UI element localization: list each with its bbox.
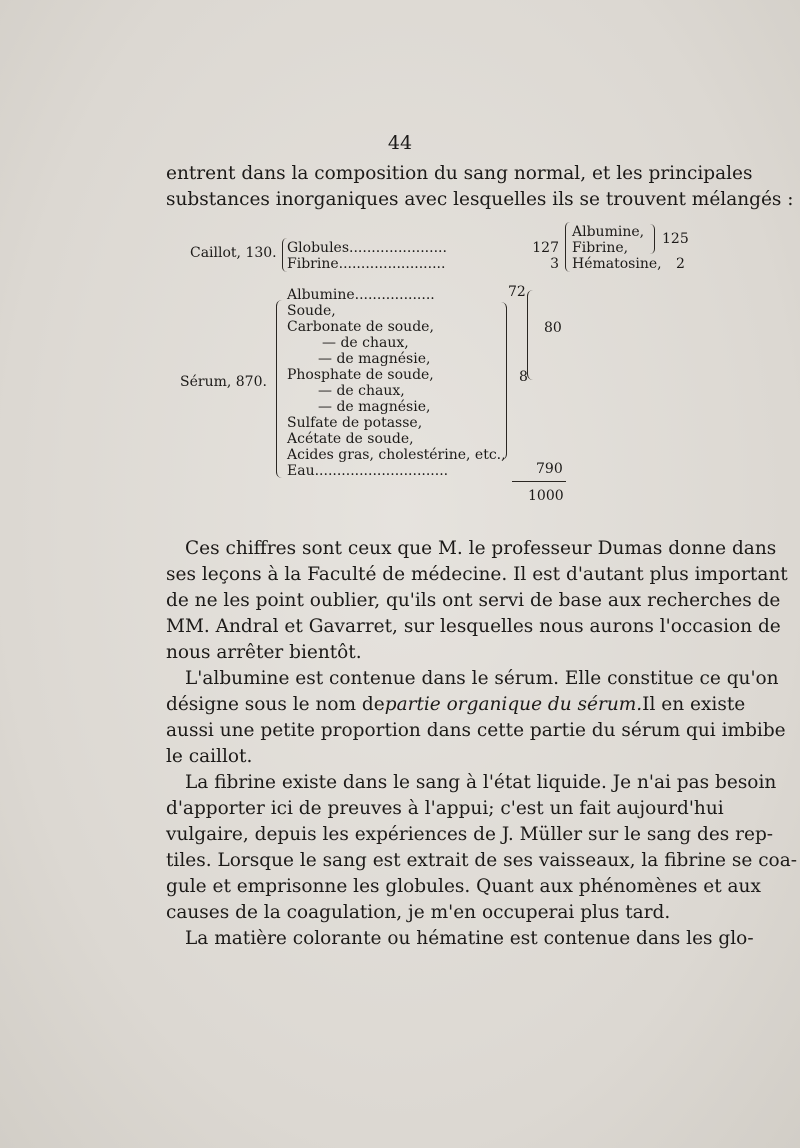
body-line: nous arrêter bientôt.	[166, 642, 362, 663]
subtotal-value: 80	[544, 320, 562, 336]
salt-item: Acétate de soude,	[287, 431, 414, 447]
salt-item: Soude,	[287, 303, 336, 319]
sub-total: 125	[662, 231, 689, 247]
salt-item: — de chaux,	[322, 335, 409, 351]
subtotal-brace	[527, 290, 533, 380]
body-line: aussi une petite proportion dans cette partie du sérum qui imbibe	[166, 720, 786, 741]
fibrine-dots: ........................	[338, 256, 446, 272]
sub-hematosine: Hématosine,	[572, 256, 662, 272]
body-line: La fibrine existe dans le sang à l'état liquide. Je n'ai pas besoin	[185, 772, 777, 793]
italic-phrase: partie organique du sérum.	[384, 694, 643, 715]
albumine-dots: ..................	[354, 287, 435, 303]
salt-item: Carbonate de soude,	[287, 319, 434, 335]
salts-value: 8	[519, 369, 528, 385]
body-fragment: désigne sous le nom de	[166, 694, 385, 715]
globules-sub-brace	[565, 222, 570, 272]
serum-label: Sérum, 870.	[180, 374, 267, 390]
body-line-mixed	[166, 693, 746, 717]
eau-label: Eau	[287, 463, 315, 479]
serum-row-eau	[287, 463, 537, 479]
eau-dots: ..............................	[314, 463, 449, 479]
salt-item: Sulfate de potasse,	[287, 415, 423, 431]
body-line: tiles. Lorsque le sang est extrait de ses vaisseaux, la fibrine se coa-	[166, 850, 797, 871]
body-line: Ces chiffres sont ceux que M. le professeur Dumas donne dans	[185, 538, 777, 559]
sub-albumine: Albumine,	[572, 224, 645, 240]
body-line: gule et emprisonne les globules. Quant aux phénomènes et aux	[166, 876, 761, 897]
globules-label: Globules	[287, 240, 350, 256]
body-line: ses leçons à la Faculté de médecine. Il est d'autant plus important	[166, 564, 788, 585]
caillot-row-fibrine	[287, 256, 547, 272]
albumine-value: 72	[508, 284, 526, 300]
serum-row-albumine	[287, 287, 517, 303]
body-line: de ne les point oublier, qu'ils ont servi de base aux recherches de	[166, 590, 781, 611]
page-number: 44	[387, 132, 413, 154]
caillot-label: Caillot, 130.	[190, 245, 277, 261]
grand-total: 1000	[528, 488, 564, 504]
body-line: La matière colorante ou hématine est contenue dans les glo-	[185, 928, 754, 949]
salts-brace	[500, 302, 507, 460]
salt-item: Phosphate de soude,	[287, 367, 434, 383]
serum-brace	[276, 300, 283, 478]
salt-item: — de magnésie,	[318, 351, 431, 367]
body-fragment: Il en existe	[642, 694, 746, 715]
intro-line-1: entrent dans la composition du sang normal, et les principales	[166, 163, 753, 184]
salt-item: — de chaux,	[318, 383, 405, 399]
body-line: le caillot.	[166, 746, 253, 767]
sub-fibrine: Fibrine,	[572, 240, 629, 256]
total-rule	[512, 481, 566, 482]
sub-total-brace	[650, 224, 655, 254]
sub-hematosine-value: 2	[676, 256, 685, 272]
globules-dots: ......................	[349, 240, 447, 256]
intro-line-2: substances inorganiques avec lesquelles ils se trouvent mélangés :	[166, 189, 794, 210]
salt-item: — de magnésie,	[318, 399, 431, 415]
fibrine-label: Fibrine	[287, 256, 339, 272]
body-line: vulgaire, depuis les expériences de J. Müller sur le sang des rep-	[166, 824, 774, 845]
fibrine-value: 3	[550, 256, 559, 272]
body-line: MM. Andral et Gavarret, sur lesquelles nous aurons l'occasion de	[166, 616, 781, 637]
globules-value: 127	[532, 240, 559, 256]
albumine-label: Albumine	[287, 287, 355, 303]
body-line: L'albumine est contenue dans le sérum. Elle constitue ce qu'on	[185, 668, 779, 689]
body-line: causes de la coagulation, je m'en occuperai plus tard.	[166, 902, 671, 923]
salt-item: Acides gras, cholestérine, etc.,	[287, 447, 506, 463]
body-line: d'apporter ici de preuves à l'appui; c'est un fait aujourd'hui	[166, 798, 724, 819]
eau-value: 790	[536, 461, 563, 477]
caillot-row-globules	[287, 240, 547, 256]
